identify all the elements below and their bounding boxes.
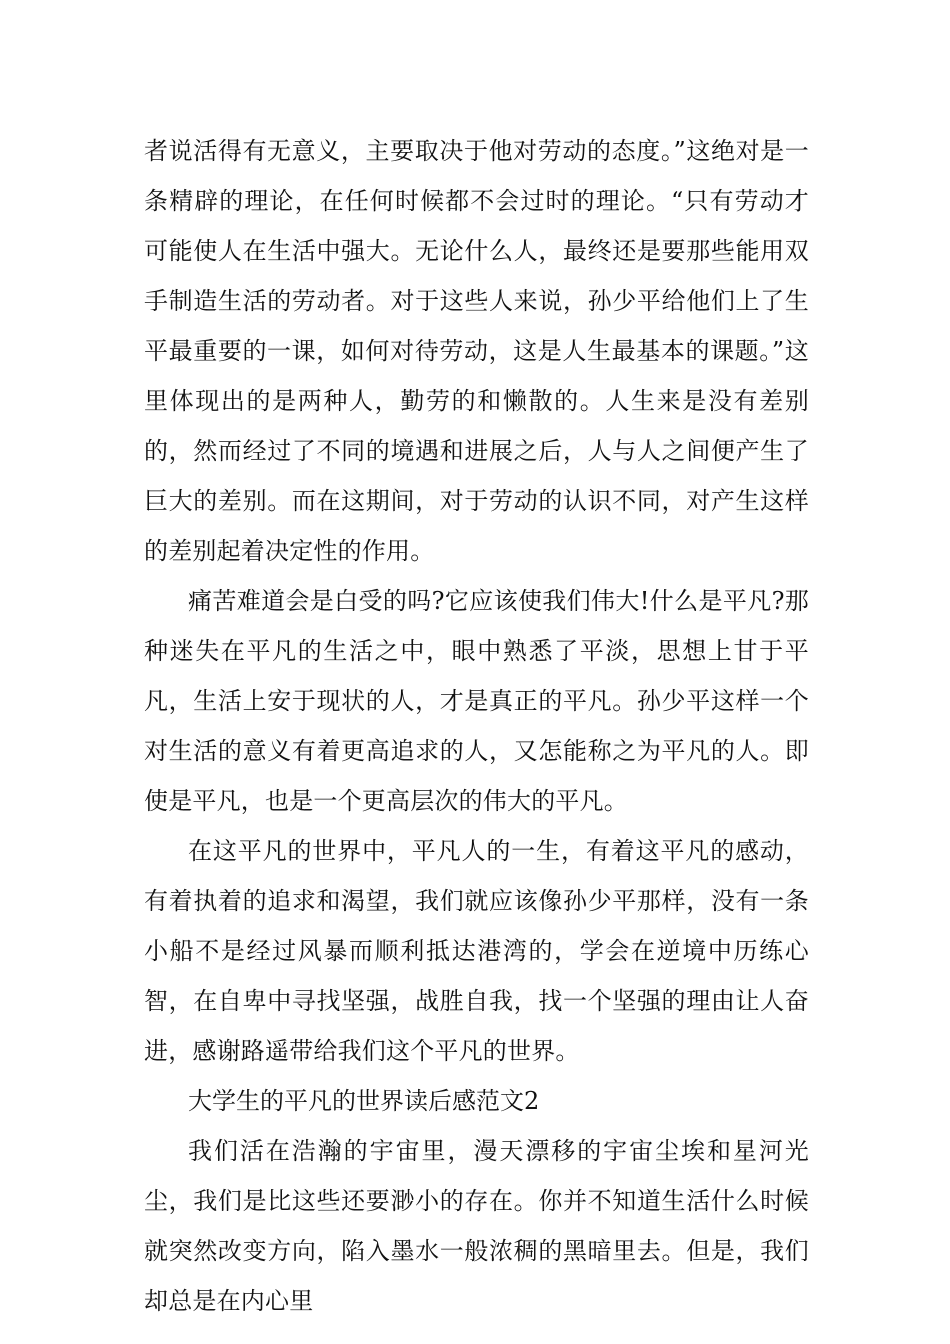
paragraph-labor-attitude: 者说活得有无意义，主要取决于他对劳动的态度。”这绝对是一条精辟的理论，在任何时候都不会过时的理论。“只有劳动才可能使人在生活中强大。无论什么人，最终还是要那些能用双手制造生活的劳动者。对于这些人来说，孙少平给他们上了生平最重要的一课，如何对待劳动，这是人生最基本的课题。”这里体现出的是两种人，勤劳的和懒散的。人生来是没有差别的，然而经过了不同的境遇和进展之后，人与人之间便产生了巨大的差别。而在这期间，对于劳动的认识不同，对产生这样的差别起着决定性的作用。 — [144, 137, 809, 565]
paragraph-suffering: 痛苦难道会是白受的吗?它应该使我们伟大!什么是平凡?那种迷失在平凡的生活之中，眼中熟悉了平淡，思想上甘于平凡，生活上安于现状的人，才是真正的平凡。孙少平这样一个对生活的意义有着更高追求的人，又怎能称之为平凡的人。即使是平凡，也是一个更高层次的伟大的平凡。 — [144, 587, 809, 815]
paragraph-universe: 我们活在浩瀚的宇宙里，漫天漂移的宇宙尘埃和星河光尘，我们是比这些还要渺小的存在。你并不知道生活什么时候就突然改变方向，陷入墨水一般浓稠的黑暗里去。但是，我们却总是在内心里 — [144, 1137, 809, 1315]
paragraph-ordinary-world: 在这平凡的世界中，平凡人的一生，有着这平凡的感动，有着执着的追求和渴望，我们就应该像孙少平那样，没有一条小船不是经过风暴而顺利抵达港湾的，学会在逆境中历练心智，在自卑中寻找坚强，战胜自我，找一个坚强的理由让人奋进，感谢路遥带给我们这个平凡的世界。 — [144, 837, 809, 1065]
section-heading: 大学生的平凡的世界读后感范文2 — [188, 1087, 540, 1115]
document-page — [144, 126, 809, 1326]
